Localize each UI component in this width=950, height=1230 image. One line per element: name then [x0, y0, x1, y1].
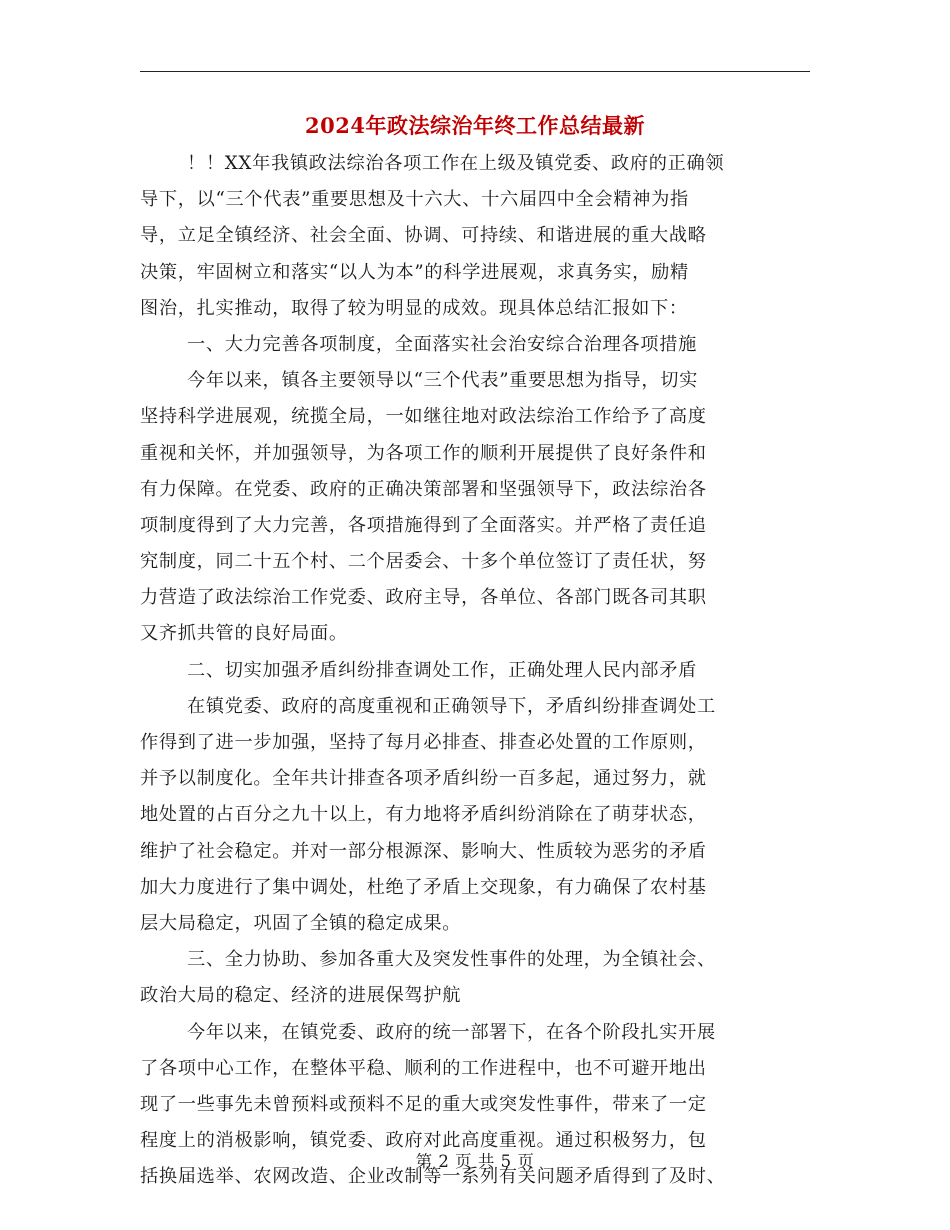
- body-line: 坚持科学进展观，统揽全局，一如继往地对政法综治工作给予了高度: [140, 406, 707, 428]
- section-heading-3-cont: 政治大局的稳定、经济的进展保驾护航: [140, 985, 462, 1007]
- body-line: 地处置的占百分之九十以上，有力地将矛盾纠纷消除在了萌芽状态，: [140, 804, 707, 826]
- body-line: 图治，扎实推动，取得了较为明显的成效。现具体总结汇报如下：: [140, 297, 688, 319]
- body-line: 导，立足全镇经济、社会全面、协调、可持续、和谐进展的重大战略: [140, 225, 707, 247]
- section-heading-3: 三、全力协助、参加各重大及突发性事件的处理，为全镇社会、: [187, 949, 716, 971]
- body-line: 并予以制度化。全年共计排查各项矛盾纠纷一百多起，通过努力，就: [140, 768, 707, 790]
- section-heading-1: 一、大力完善各项制度，全面落实社会治安综合治理各项措施: [187, 333, 697, 355]
- body-line: 有力保障。在党委、政府的正确决策部署和坚强领导下，政法综治各: [140, 478, 707, 500]
- body-line: 现了一些事先未曾预料或预料不足的重大或突发性事件，带来了一定: [140, 1093, 707, 1115]
- body-line: 括换届选举、农网改造、企业改制等一系列有关问题矛盾得到了及时、: [140, 1166, 726, 1188]
- body-line: 作得到了进一步加强，坚持了每月必排查、排查必处置的工作原则，: [140, 732, 707, 753]
- section-heading-2: 二、切实加强矛盾纠纷排查调处工作，正确处理人民内部矛盾: [187, 659, 697, 681]
- body-line: 层大局稳定，巩固了全镇的稳定成果。: [140, 912, 462, 934]
- page-footer: 第 2 页 共 5 页: [415, 1152, 535, 1171]
- body-line: 了各项中心工作，在整体平稳、顺利的工作进程中，也不可避开地出: [140, 1057, 707, 1079]
- document-title: 2024年政法综治年终工作总结最新: [305, 113, 645, 138]
- body-line: 加大力度进行了集中调处，杜绝了矛盾上交现象，有力确保了农村基: [140, 876, 707, 898]
- header-rule: [140, 71, 810, 72]
- body-line: 究制度，同二十五个村、二个居委会、十多个单位签订了责任状，努: [140, 551, 707, 573]
- body-line: 重视和关怀，并加强领导，为各项工作的顺利开展提供了良好条件和: [140, 442, 707, 464]
- body-line: ！！XX年我镇政法综治各项工作在上级及镇党委、政府的正确领: [187, 153, 725, 174]
- body-line: 程度上的消极影响，镇党委、政府对此高度重视。通过积极努力，包: [140, 1130, 707, 1152]
- body-line: 力营造了政法综治工作党委、政府主导，各单位、各部门既各司其职: [140, 587, 707, 609]
- body-line: 又齐抓共管的良好局面。: [140, 623, 348, 645]
- body-line: 导下，以“三个代表”重要思想及十六大、十六届四中全会精神为指: [140, 189, 689, 211]
- body-line: 在镇党委、政府的高度重视和正确领导下，矛盾纠纷排查调处工: [187, 695, 716, 717]
- body-line: 维护了社会稳定。并对一部分根源深、影响大、性质较为恶劣的矛盾: [140, 840, 707, 862]
- body-line: 决策，牢固树立和落实“以人为本”的科学进展观，求真务实，励精: [140, 261, 689, 283]
- body-line: 今年以来，在镇党委、政府的统一部署下，在各个阶段扎实开展: [187, 1021, 716, 1043]
- document-body: [140, 146, 810, 1195]
- body-line: 项制度得到了大力完善，各项措施得到了全面落实。并严格了责任追: [140, 514, 707, 536]
- body-line: 今年以来，镇各主要领导以“三个代表”重要思想为指导，切实: [187, 370, 699, 392]
